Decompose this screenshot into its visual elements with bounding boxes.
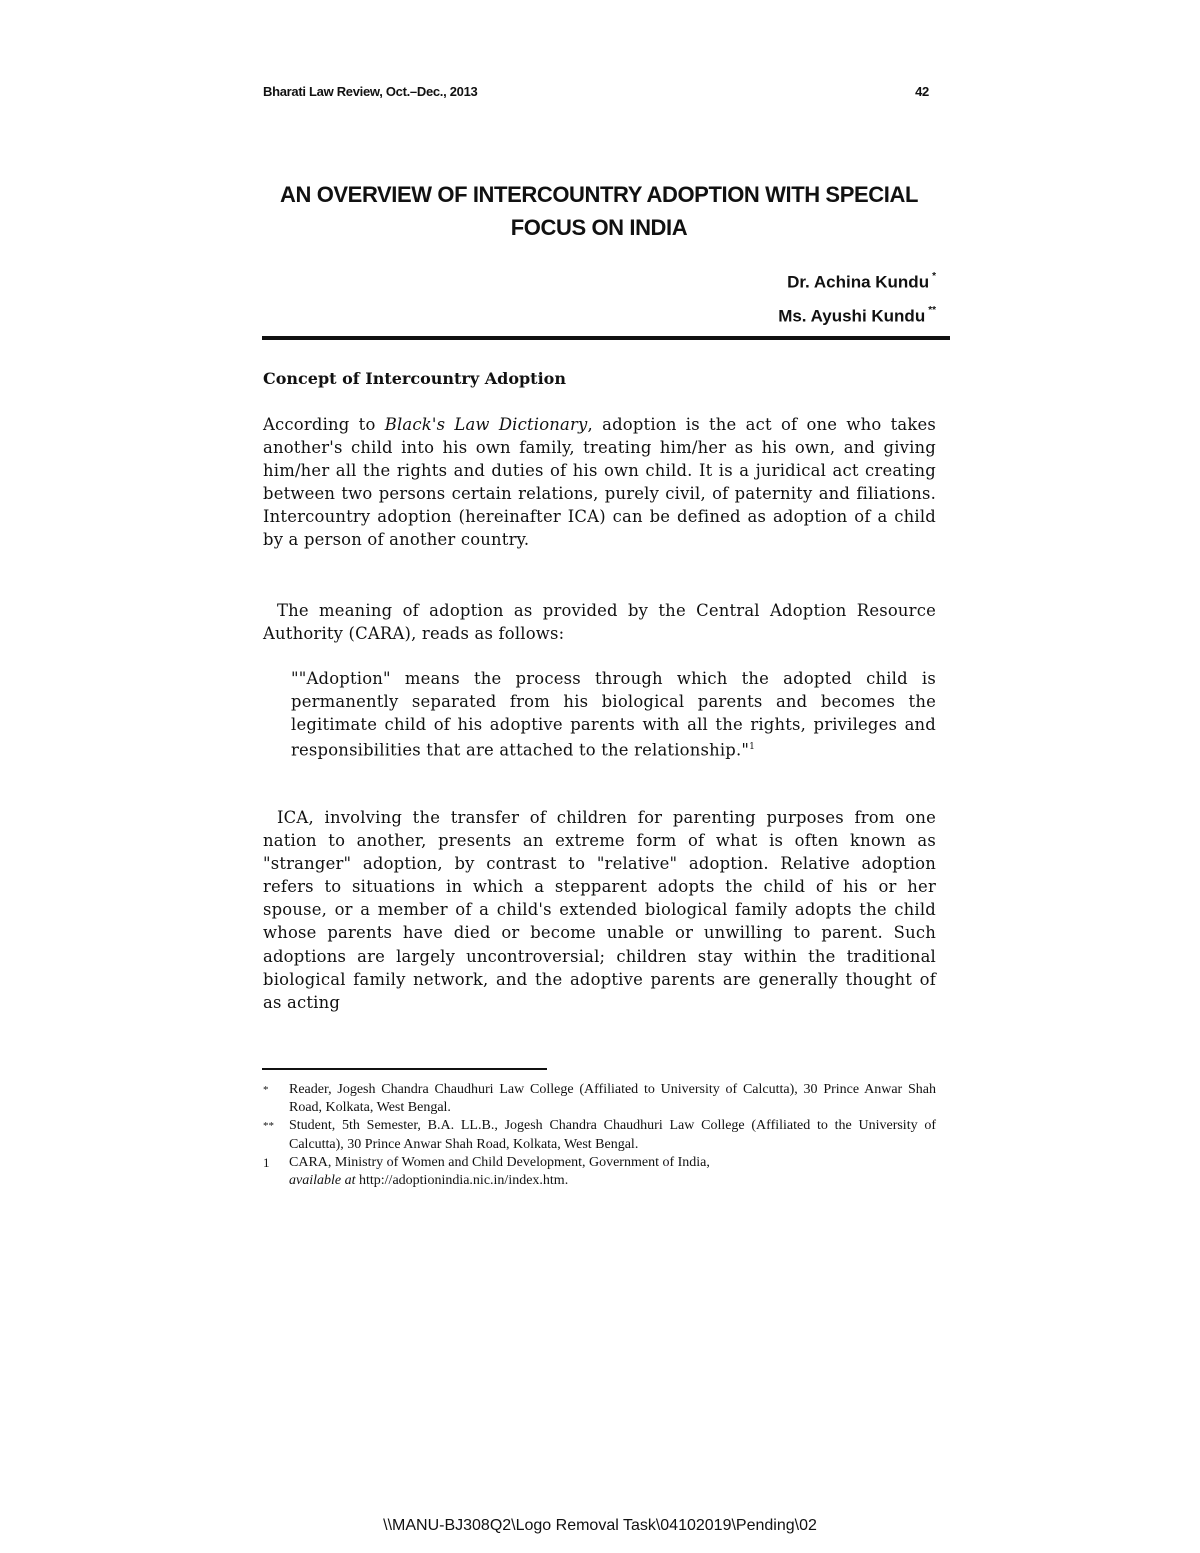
paragraph-1-rest: , adoption is the act of one who takes another's child into his own family, treating him/her as his own, and giving him/her all the rights and duties of his own child. It is a juridical act creating between two persons certain relations, purely civil, of paternity and filiations. Intercountry adoption (hereinafter ICA) can be defined as adoption of a child by a person of another country. xyxy=(263,415,936,550)
article-title-line-2: FOCUS ON INDIA xyxy=(510,215,688,240)
footnote-ref-1[interactable]: 1 xyxy=(749,742,756,753)
author-2-name: Ms. Ayushi Kundu xyxy=(778,306,926,326)
article-title xyxy=(263,178,935,244)
paragraph-1-lead: According to xyxy=(263,415,385,434)
section-heading: Concept of Intercountry Adoption xyxy=(263,369,566,388)
block-quote xyxy=(291,667,936,762)
author-1-name: Dr. Achina Kundu xyxy=(787,272,930,292)
footnote-3-url[interactable]: http://adoptionindia.nic.in/index.htm. xyxy=(359,1173,569,1189)
footnote-1 xyxy=(263,1081,936,1117)
authors-block xyxy=(778,264,936,331)
footnote-1-text: Reader, Jogesh Chandra Chaudhuri Law College (Affiliated to University of Calcutta), 30 Prince Anwar Shah Road, Kolkata, West Bengal. xyxy=(289,1082,936,1116)
block-quote-text: ""Adoption" means the process through which the adopted child is permanently separated from his biological parents and becomes the legitimate child of his adoptive parents with all the rights, privileges and responsibilities that are attached to the relationship." xyxy=(291,669,936,760)
footnote-2-mark: ** xyxy=(263,1120,274,1133)
journal-title: Bharati Law Review, Oct.–Dec., 2013 xyxy=(263,84,478,99)
author-2-mark: ** xyxy=(928,304,936,316)
running-head xyxy=(263,84,929,104)
title-divider xyxy=(262,336,950,340)
paragraph-1-italic: Black's Law Dictionary xyxy=(384,415,588,434)
file-path-footer: \\MANU-BJ308Q2\Logo Removal Task\04102019\Pending\02 xyxy=(383,1517,817,1534)
footnote-3-text: CARA, Ministry of Women and Child Development, Government of India, xyxy=(289,1154,710,1170)
paragraph-2: The meaning of adoption as provided by the Central Adoption Resource Authority (CARA), reads as follows: xyxy=(263,601,936,644)
paragraph-1 xyxy=(263,413,936,552)
footnotes xyxy=(263,1081,936,1190)
footnote-2-text: Student, 5th Semester, B.A. LL.B., Jogesh Chandra Chaudhuri Law College (Affiliated to the University of Calcutta), 30 Prince Anwar Shah Road, Kolkata, West Bengal. xyxy=(289,1118,936,1152)
author-2 xyxy=(778,298,936,332)
footnote-1-mark: * xyxy=(263,1084,269,1096)
footnote-3-mark: 1 xyxy=(263,1154,270,1170)
author-1 xyxy=(778,264,936,298)
footnote-3 xyxy=(263,1154,936,1190)
footnote-3-italic: available at xyxy=(289,1173,356,1189)
author-1-mark: * xyxy=(932,271,936,282)
article-title-line-1: AN OVERVIEW OF INTERCOUNTRY ADOPTION WITH SPECIAL xyxy=(280,182,918,207)
footnote-divider xyxy=(262,1068,547,1070)
footnote-2 xyxy=(263,1117,936,1153)
page-number: 42 xyxy=(915,84,929,99)
paragraph-3: ICA, involving the transfer of children for parenting purposes from one nation to another, presents an extreme form of what is often known as "stranger" adoption, by contrast to "relative" adoption. Relative adoption refers to situations in which a stepparent adopts the child of his or her spouse, or a member of a child's extended biological family adopts the child whose parents have died or become unable or unwilling to parent. Such adoptions are largely uncontroversial; children stay within the traditional biological family network, and the adoptive parents are generally thought of as acting xyxy=(263,808,936,1012)
